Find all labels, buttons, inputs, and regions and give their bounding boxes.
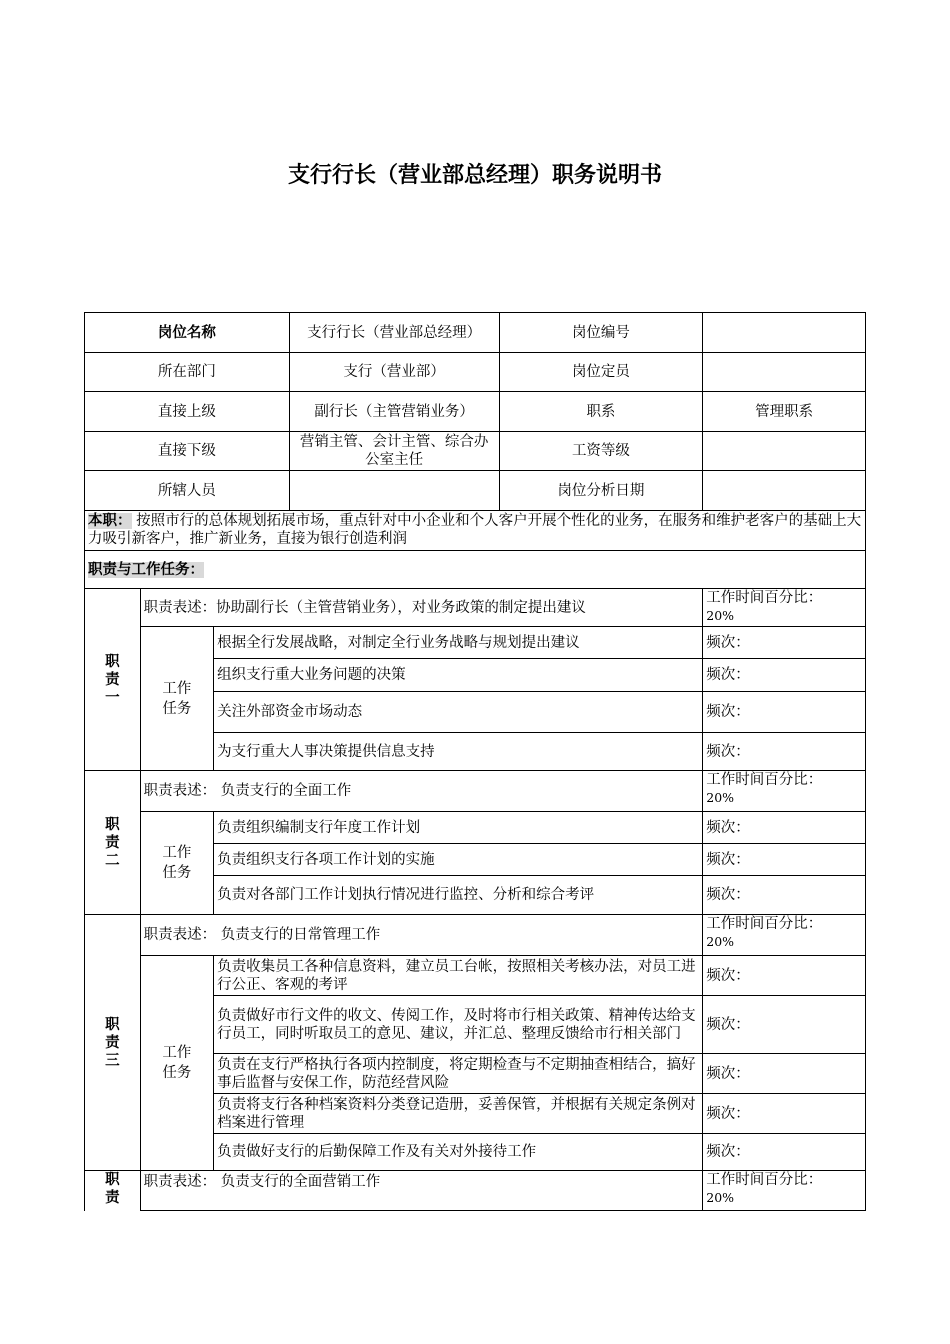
task-text: 负责将支行各种档案资料分类登记造册，妥善保管，并根据有关规定条例对档案进行管理	[214, 1094, 703, 1134]
task-text: 为支行重大人事决策提供信息支持	[214, 733, 703, 771]
task-row	[85, 956, 866, 996]
task-label	[140, 627, 213, 771]
field-value	[703, 353, 866, 392]
field-value	[703, 432, 866, 471]
duty-description: 职责表述：协助副行长（主管营销业务），对业务政策的制定提出建议	[140, 589, 703, 627]
task-text: 负责组织支行各项工作计划的实施	[214, 844, 703, 876]
duty-desc-row	[85, 915, 866, 956]
time-percent-label: 工作时间百分比：	[706, 590, 823, 606]
field-value: 管理职系	[703, 392, 866, 432]
task-text: 负责做好支行的后勤保障工作及有关对外接待工作	[214, 1134, 703, 1171]
field-label: 岗位编号	[499, 313, 703, 353]
task-label-text: 工作 任务	[162, 1045, 192, 1081]
field-value: 支行行长（营业部总经理）	[289, 313, 499, 353]
field-value	[703, 471, 866, 511]
frequency-cell: 频次：	[703, 733, 866, 771]
job-description-table	[84, 312, 866, 1211]
duty-desc-row	[85, 589, 866, 627]
benzhi-cell	[85, 511, 866, 551]
field-value	[703, 313, 866, 353]
duty-description: 职责表述： 负责支行的全面营销工作	[140, 1171, 703, 1211]
info-row	[85, 313, 866, 353]
frequency-cell: 频次：	[703, 1054, 866, 1094]
info-row	[85, 432, 866, 471]
frequency-cell: 频次：	[703, 659, 866, 692]
time-percent-value: 20%	[706, 608, 735, 623]
task-text: 组织支行重大业务问题的决策	[214, 659, 703, 692]
frequency-cell: 频次：	[703, 876, 866, 915]
task-text: 负责在支行严格执行各项内控制度，将定期检查与不定期抽查相结合，搞好事后监督与安保工作，防范经营风险	[214, 1054, 703, 1094]
frequency-cell: 频次：	[703, 956, 866, 996]
field-label: 职系	[499, 392, 703, 432]
time-percent-label: 工作时间百分比：	[706, 1172, 823, 1188]
field-label: 直接上级	[85, 392, 290, 432]
field-label: 所在部门	[85, 353, 290, 392]
frequency-cell: 频次：	[703, 692, 866, 733]
benzhi-text: 按照市行的总体规划拓展市场，重点针对中小企业和个人客户开展个性化的业务，在服务和维护老客户的基础上大力吸引新客户，推广新业务，直接为银行创造利润	[88, 513, 862, 547]
frequency-cell: 频次：	[703, 844, 866, 876]
section-header	[85, 551, 866, 589]
field-value: 副行长（主管营销业务）	[289, 392, 499, 432]
field-value: 支行（营业部）	[289, 353, 499, 392]
info-row	[85, 392, 866, 432]
page-title: 支行行长（营业部总经理）职务说明书	[287, 163, 662, 188]
task-text: 负责组织编制支行年度工作计划	[214, 812, 703, 844]
time-percent-value: 20%	[706, 1190, 735, 1205]
time-percent-value: 20%	[706, 934, 735, 949]
frequency-cell: 频次：	[703, 627, 866, 659]
benzhi-label: 本职：	[88, 513, 132, 529]
section-label: 职责与工作任务：	[88, 561, 204, 578]
frequency-cell: 频次：	[703, 1134, 866, 1171]
duty-label: 职 责 一	[85, 589, 141, 771]
field-label: 岗位定员	[499, 353, 703, 392]
task-label	[140, 812, 213, 915]
field-label: 岗位名称	[85, 313, 290, 353]
field-label: 所辖人员	[85, 471, 290, 511]
frequency-cell: 频次：	[703, 1094, 866, 1134]
duty-description: 职责表述： 负责支行的全面工作	[140, 771, 703, 812]
benzhi-row	[85, 511, 866, 551]
field-label: 工资等级	[499, 432, 703, 471]
duty-desc-row	[85, 1171, 866, 1211]
task-row	[85, 627, 866, 659]
frequency-cell: 频次：	[703, 996, 866, 1054]
time-percent-cell	[703, 915, 866, 956]
info-row	[85, 353, 866, 392]
duty-label: 职 责 三	[85, 915, 141, 1171]
task-text: 根据全行发展战略，对制定全行业务战略与规划提出建议	[214, 627, 703, 659]
time-percent-cell	[703, 1171, 866, 1211]
section-header-row	[85, 551, 866, 589]
duty-desc-row	[85, 771, 866, 812]
time-percent-cell	[703, 589, 866, 627]
info-row	[85, 471, 866, 511]
task-text: 负责做好市行文件的收文、传阅工作，及时将市行相关政策、精神传达给支行员工，同时听取员工的意见、建议，并汇总、整理反馈给市行相关部门	[214, 996, 703, 1054]
time-percent-label: 工作时间百分比：	[706, 916, 823, 932]
task-row	[85, 812, 866, 844]
time-percent-cell	[703, 771, 866, 812]
field-value: 营销主管、会计主管、综合办公室主任	[289, 432, 499, 471]
task-label-text: 工作 任务	[162, 845, 192, 881]
duty-label: 职 责 二	[85, 771, 141, 915]
time-percent-value: 20%	[706, 790, 735, 805]
task-text: 负责对各部门工作计划执行情况进行监控、分析和综合考评	[214, 876, 703, 915]
task-label-text: 工作 任务	[162, 680, 192, 717]
task-text: 负责收集员工各种信息资料，建立员工台帐，按照相关考核办法，对员工进行公正、客观的考评	[214, 956, 703, 996]
task-label	[140, 956, 213, 1171]
field-label: 岗位分析日期	[499, 471, 703, 511]
task-text: 关注外部资金市场动态	[214, 692, 703, 733]
field-label: 直接下级	[85, 432, 290, 471]
field-value	[289, 471, 499, 511]
duty-description: 职责表述： 负责支行的日常管理工作	[140, 915, 703, 956]
time-percent-label: 工作时间百分比：	[706, 772, 823, 788]
frequency-cell: 频次：	[703, 812, 866, 844]
duty-label: 职 责	[85, 1171, 141, 1211]
